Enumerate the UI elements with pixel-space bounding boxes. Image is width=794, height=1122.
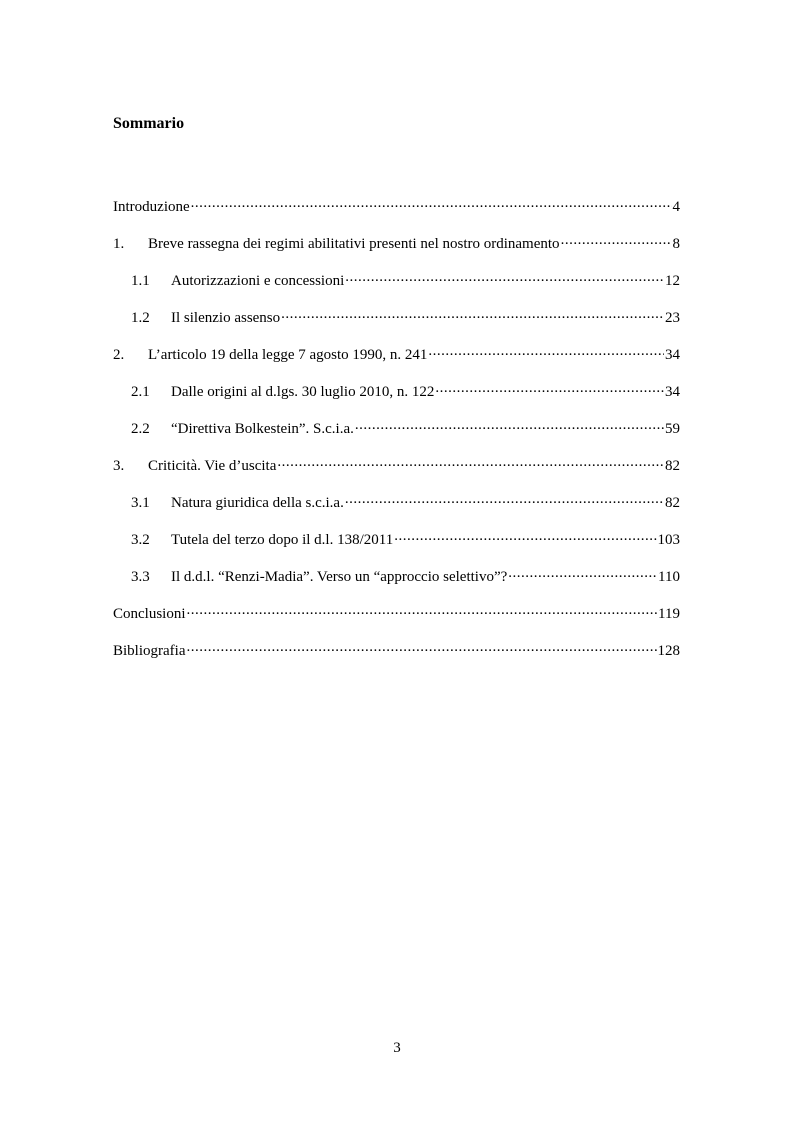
toc-entry-section-1-2[interactable] bbox=[113, 307, 680, 344]
toc-entry-number: 2. bbox=[113, 347, 125, 363]
toc-entry-section-3[interactable] bbox=[113, 455, 680, 492]
toc-entry-number: 3.2 bbox=[131, 532, 150, 548]
toc-entry-page: 34 bbox=[665, 384, 680, 400]
toc-entry-section-3-1[interactable] bbox=[113, 492, 680, 529]
toc-entry-label: “Direttiva Bolkestein”. S.c.i.a. bbox=[171, 421, 354, 437]
toc-entry-number: 1. bbox=[113, 236, 125, 252]
toc-entry-page: 128 bbox=[657, 643, 680, 659]
dot-leader bbox=[277, 455, 664, 470]
toc-entry-section-1-1[interactable] bbox=[113, 270, 680, 307]
page-title: Sommario bbox=[113, 115, 185, 132]
toc-entry-number: 2.2 bbox=[131, 421, 150, 437]
dot-leader bbox=[428, 344, 664, 359]
toc-entry-page: 8 bbox=[672, 236, 680, 252]
toc-entry-number: 1.2 bbox=[131, 310, 150, 326]
dot-leader bbox=[508, 566, 657, 581]
toc-entry-section-3-2[interactable] bbox=[113, 529, 680, 566]
toc-entry-bibliografia[interactable] bbox=[113, 640, 680, 677]
toc-entry-label: Il silenzio assenso bbox=[171, 310, 281, 326]
page-number: 3 bbox=[393, 1040, 401, 1056]
toc-entry-label: Criticità. Vie d’uscita bbox=[148, 458, 277, 474]
toc-entry-number: 3.3 bbox=[131, 569, 150, 585]
toc-entry-label: Introduzione bbox=[113, 199, 190, 215]
dot-leader bbox=[186, 640, 656, 655]
toc-entry-conclusioni[interactable] bbox=[113, 603, 680, 640]
toc-entry-page: 34 bbox=[665, 347, 680, 363]
toc-entry-number: 3. bbox=[113, 458, 125, 474]
dot-leader bbox=[394, 529, 656, 544]
toc-entry-label: Tutela del terzo dopo il d.l. 138/2011 bbox=[171, 532, 394, 548]
dot-leader bbox=[187, 603, 658, 618]
toc-entry-section-3-3[interactable] bbox=[113, 566, 680, 603]
toc-entry-page: 119 bbox=[658, 606, 680, 622]
toc-entry-label: L’articolo 19 della legge 7 agosto 1990, n. 241 bbox=[148, 347, 428, 363]
toc-entry-label: Dalle origini al d.lgs. 30 luglio 2010, n. 122 bbox=[171, 384, 435, 400]
dot-leader bbox=[281, 307, 664, 322]
toc-entry-section-2-1[interactable] bbox=[113, 381, 680, 418]
dot-leader bbox=[191, 196, 672, 211]
toc-entry-page: 23 bbox=[665, 310, 680, 326]
dot-leader bbox=[435, 381, 664, 396]
toc-entry-number: 3.1 bbox=[131, 495, 150, 511]
toc-entry-section-1[interactable] bbox=[113, 233, 680, 270]
dot-leader bbox=[561, 233, 672, 248]
toc-entry-page: 4 bbox=[672, 199, 680, 215]
toc-entry-label: Breve rassegna dei regimi abilitativi presenti nel nostro ordinamento bbox=[148, 236, 560, 252]
dot-leader bbox=[345, 492, 664, 507]
toc-entry-number: 2.1 bbox=[131, 384, 150, 400]
toc-entry-page: 59 bbox=[665, 421, 680, 437]
toc-entry-section-2-2[interactable] bbox=[113, 418, 680, 455]
toc-entry-label: Conclusioni bbox=[113, 606, 186, 622]
toc-entry-page: 82 bbox=[665, 458, 680, 474]
toc-entry-section-2[interactable] bbox=[113, 344, 680, 381]
toc-entry-label: Il d.d.l. “Renzi-Madia”. Verso un “approccio selettivo”? bbox=[171, 569, 508, 585]
toc-entry-introduzione[interactable] bbox=[113, 196, 680, 233]
toc-entry-page: 12 bbox=[665, 273, 680, 289]
dot-leader bbox=[355, 418, 664, 433]
toc-entry-label: Natura giuridica della s.c.i.a. bbox=[171, 495, 344, 511]
toc-entry-page: 103 bbox=[657, 532, 680, 548]
table-of-contents bbox=[113, 196, 680, 677]
toc-entry-label: Bibliografia bbox=[113, 643, 186, 659]
toc-entry-page: 82 bbox=[665, 495, 680, 511]
toc-entry-label: Autorizzazioni e concessioni bbox=[171, 273, 345, 289]
toc-entry-page: 110 bbox=[658, 569, 680, 585]
toc-entry-number: 1.1 bbox=[131, 273, 150, 289]
dot-leader bbox=[345, 270, 664, 285]
